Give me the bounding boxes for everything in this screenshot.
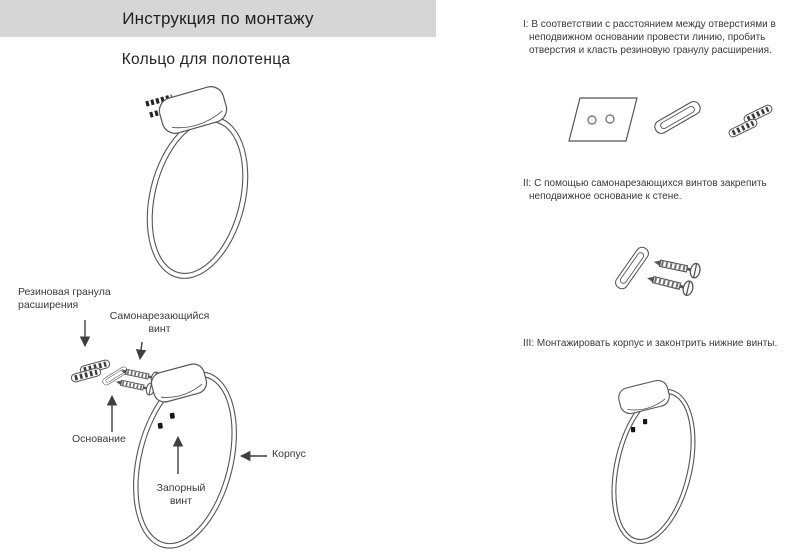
step-3-text: III: Монтажировать корпус и законтрить нижние винты.	[523, 338, 778, 349]
product-subtitle: Кольцо для полотенца	[121, 51, 291, 68]
label-self-tapping-screw: Самонарезающийся винт	[109, 310, 210, 335]
locking-screw-dots	[158, 413, 175, 429]
step-3-figure	[593, 373, 713, 553]
self-tapping-screw-icon	[115, 376, 156, 396]
self-tapping-screw-icon	[652, 255, 701, 279]
base-plate-icon	[613, 245, 650, 291]
ring-outline	[131, 106, 263, 289]
label-base: Основание	[72, 433, 126, 445]
page-title: Инструкция по монтажу	[122, 8, 314, 28]
label-rubber-plug: Резиновая гранула расширения	[18, 286, 111, 311]
mount-plate	[617, 378, 672, 415]
arrow-to-screws	[140, 342, 142, 359]
label-locking-screw: Запорный винт	[156, 482, 206, 507]
header-band	[0, 0, 436, 37]
step-1-figure	[552, 83, 782, 165]
self-tapping-screw-icon	[645, 271, 694, 296]
towel-ring-assembled-drawing	[128, 78, 318, 293]
mount-plate	[149, 362, 209, 405]
step-2-figure	[588, 228, 753, 318]
label-body: Корпус	[272, 448, 306, 460]
wall-panel	[569, 98, 637, 141]
mount-plate	[156, 84, 229, 137]
base-plate-icon	[653, 99, 703, 135]
step-1-text: I: В соответствии с расстоянием между отверстиями в неподвижном основании провести линию, пробить отверстия и класть резиновую гранулу расширения.	[523, 19, 776, 56]
wall-anchor-icon	[728, 118, 758, 138]
step-2-text: II: С помощью самонарезающихся винтов закрепить неподвижное основание к стене.	[523, 178, 767, 202]
